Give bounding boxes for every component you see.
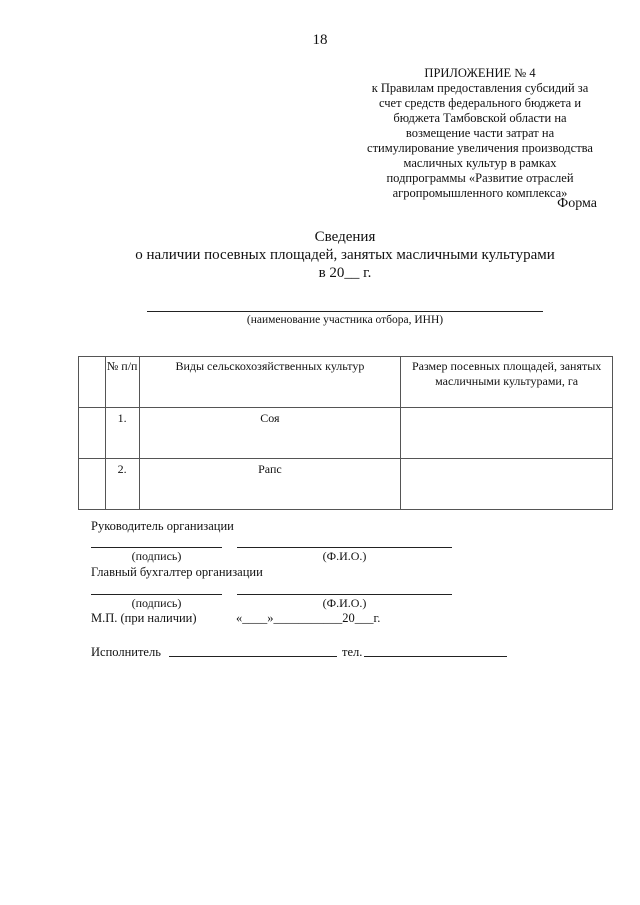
table-cell [79,459,106,510]
table-cell: 2. [105,459,139,510]
table-header-cell: № п/п [105,357,139,408]
table-header-cell: Размер посевных площадей, занятых масличными культурами, га [401,357,613,408]
appendix-line: подпрограммы «Развитие отраслей [386,171,574,185]
document-subtitle: о наличии посевных площадей, занятых масличными культурами [135,247,555,263]
accountant-fio-line[interactable] [237,594,452,595]
head-label: Руководитель организации [91,519,234,533]
phone-label: тел. [342,645,363,659]
head-signature-line[interactable] [91,547,222,548]
appendix-header [352,66,608,201]
page-number: 18 [312,32,328,48]
document-title: Сведения [314,229,376,245]
appendix-line: стимулирование увеличения производства [367,141,593,155]
fio-caption: (Ф.И.О.) [322,596,367,610]
form-label: Форма [557,196,597,211]
signature-caption: (подпись) [131,596,182,610]
table-cell: Соя [139,408,401,459]
appendix-line: ПРИЛОЖЕНИЕ № 4 [424,66,536,80]
signature-caption: (подпись) [131,549,182,563]
appendix-line: масличных культур в рамках [403,156,557,170]
table-cell [79,408,106,459]
document-year: в 20__ г. [318,265,372,281]
phone-line[interactable] [364,656,507,657]
fio-caption: (Ф.И.О.) [322,549,367,563]
table-header-cell: Виды сельскохозяйственных культур [139,357,401,408]
crops-table [78,356,613,510]
executor-line[interactable] [169,656,337,657]
stamp-label: М.П. (при наличии) [91,611,197,625]
appendix-line: агропромышленного комплекса» [392,186,568,200]
participant-name-caption: (наименование участника отбора, ИНН) [246,314,444,326]
appendix-line: к Правилам предоставления субсидий за [371,81,589,95]
accountant-label: Главный бухгалтер организации [91,565,263,579]
area-input-cell[interactable] [401,408,613,459]
head-fio-line[interactable] [237,547,452,548]
participant-name-line[interactable] [147,311,543,312]
appendix-line: счет средств федерального бюджета и [378,96,582,110]
date-field[interactable]: «____»___________20___г. [236,611,381,625]
table-row [79,459,613,510]
table-cell: Рапс [139,459,401,510]
appendix-line: бюджета Тамбовской области на [393,111,567,125]
accountant-signature-line[interactable] [91,594,222,595]
table-cell: 1. [105,408,139,459]
executor-label: Исполнитель [91,645,161,659]
table-header-cell [79,357,106,408]
table-header-row [79,357,613,408]
appendix-line: возмещение части затрат на [405,126,555,140]
table-row [79,408,613,459]
area-input-cell[interactable] [401,459,613,510]
